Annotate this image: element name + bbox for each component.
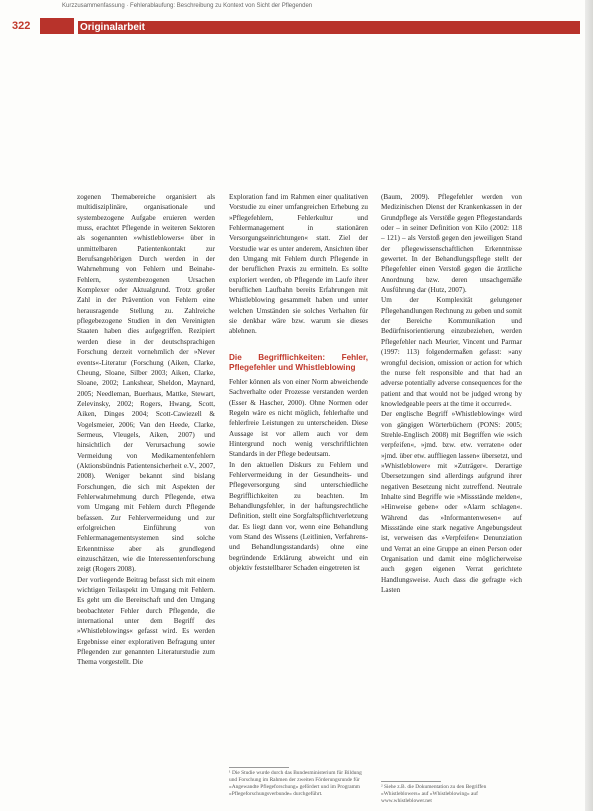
column-right — [381, 192, 522, 595]
page-edge — [585, 0, 593, 811]
footnote-1: ¹ Die Studie wurde durch das Bundesministerium für Bildung und Forschung im Rahmen der zweiten Förderungsrunde für »Angewandte Pflegeforschung« gefördert und im Programm »Pflegeforschungsverbunde« durchgeführt. — [229, 770, 362, 797]
page-number: 322 — [12, 20, 31, 32]
body-paragraph: In den aktuellen Diskurs zu Fehlern und Fehlervermeidung in der Gesundheits- und Pflegeversorgung sind unterschiedliche Begrifflichkeiten zu beachten. Im Behandlungsfehler, in der haftungsrechtliche Definition, stellt eine Sorgfaltspflichtverletzung dar. Es liegt dann vor, wenn eine Behandlung vom Stand des Wissens (Leitlinien, Verfahrens- und Behandlungsstandards) ohne eine begründende Erklärung abweicht und ein objektiv feststellbarer Schaden eingetreten ist — [229, 460, 368, 572]
body-paragraph: zogenen Themabereiche organisiert als multidisziplinäre, organisationale und systembezogene Aufgabe eruieren werden muss, erachtet Pflegende in weiteren Sektoren als sogenannten »whistleblowers« über in unmittelbaren Patientenkontakt zur Berufsangehörigen Durch werden in der Wahrnehmung von Fehlern und Beinahe-Fehlern, systembezogenen Ursachen Komplexer oder Aktualgrund. Trotz großer Zahl in der Prävention von Fehlern eine herausragende Stellung zu. Zahlreiche pflegebezogene Studien in den Vereinigten Staaten haben dies aufgegriffen. Rezipiert werden diese in der deutschsprachigen Forschung derzeit vornehmlich der »Never events«-Literatur (Forschung (Aiken, Clarke, Cheung, Sloane, Silber 2003; Aiken, Clarke, Sloane, 2002; Lankshear, Sheldon, Maynard, 2005; Needleman, Buerhaus, Mattke, Stewart, Zelevinsky, 2002; Rogers, Hwang, Scott, Aiken, Dinges 2004; Scott-Cawiezell & Vogelsmeier, 2006; Van den Heede, Clarke, Sermeus, Vleugels, Aiken, 2007) und hinsichtlich der Verursachung sowie Vermeidung von Medikamentenfehlern (Aktionsbündnis Patientensicherheit e.V., 2007, 2008). Weniger bekannt sind bislang Forschungen, die sich mit Aspekten der Fehlerwahrnehmung durch Pflegende, etwa vom Umgang mit Fehlern durch Pflegende befassen. Zur Fehlervermeidung und zur erfolgreichen Einführung von Fehlermanagementsystemen sind solche Erkenntnisse aber als grundlegend einzuschätzen, wie die Interessentenforschung zeigt (Rogers 2008). — [77, 193, 215, 574]
body-paragraph: Der vorliegende Beitrag befasst sich mit einem wichtigen Teilaspekt im Umgang mit Fehlern. Es geht um die Bereitschaft und den Umgang beobachteter Fehler durch Pflegende, die international unter dem Begriff des »Whistleblowings« gefasst wird. Es werden Ergebnisse einer explorativen Befragung unter Pflegenden zur genannten Literaturstudie zum Thema vorgestellt. Die — [77, 575, 215, 667]
section-heading: Die Begrifflichkeiten: Fehler, Pflegefehler und Whistleblowing — [229, 352, 368, 372]
body-paragraph: Fehler können als von einer Norm abweichende Sachverhalte oder Prozesse verstanden werden (Esser & Hascher, 2000). Ohne Normen oder Regeln wäre es nicht möglich, fehlerhafte und fehlerfreie Leistungen zu unterscheiden. Diese Aussage ist vor allem auch vor dem Hintergrund noch wenig verschriftlichten Standards in der Pflege bedeutsam. — [229, 377, 368, 459]
footnote-2: ² Siehe z.B. die Dokumentation zu den Begriffen »Whistleblowers« auf »Whistleblowing« auf www.whistleblower.net — [381, 784, 487, 804]
body-paragraph: Exploration fand im Rahmen einer qualitativen Vorstudie zu einer umfangreichen Erhebung zu »Pflegefehlern, Fehlerkultur und Fehlermanagement in stationären Versorgungseinrichtungen« statt. Ziel der Vorstudie war es unter anderem, Ansichten über den Umgang mit Fehlern durch Pflegende in der beruflichen Praxis zu ermitteln. Es sollte exploriert werden, ob Pflegende im Laufe ihrer beruflichen Laufbahn bereits Erfahrungen mit Whistleblowing gesammelt haben und unter welchen Umständen sie solches Verhalten für sie denkbar wäre bzw. warum sie dieses ablehnen. — [229, 193, 368, 336]
body-paragraph: Der englische Begriff »Whistleblowing« wird von gängigen Wörterbüchern (PONS: 2005; Strehle-Englisch 2008) mit Begriffen wie »sich verpfeifen«, »jmd. bzw. etw. verraten« oder »jmd. über etw. auffliegen lassen« übersetzt, und »Whistleblower« mit »Zuträger«. Derartige Übersetzungen sind allerdings aufgrund ihrer negativen Besetzung nicht zutreffend. Neutrale Inhalte sind Begriffe wie »Missstände melden«, »Hinweise geben« oder »Alarm schlagen«. Während das »Informantenwesen« auf Missstände eine stark negative Angebungsdeut ist, verweisen das »Verpfeifen« Denunziation und Verrat an eine Gruppe an einen Person oder Organisation und damit eine möglicherweise auch gegen eigenen Verrat gerichtete Handlungsweise. Auch dass die gefragte »ich Lasten — [381, 410, 522, 595]
section-color-bar — [40, 18, 74, 34]
body-paragraph: Um der Komplexität gelungener Pflegehandlungen Rechnung zu geben und somit der Bereiche Kommunikation und Bedürfnisorientierung einzubeziehen, werden Pflegefehler nach Meurier, Vincent und Parmar (1997: 113) folgendermaßen gefasst: »any wrongful decision, omission or action for which the nurse felt responsible and that had an adverse potentially adverse consequences for the patient and that would not be judged wrong by knowledgeable peers at the time it occurred«. — [381, 296, 522, 408]
body-paragraph: (Baum, 2009). Pflegefehler werden von Medizinischen Dienst der Krankenkassen in der Grundpflege als Verstöße gegen Pflegestandards oder – in seiner Definition von Kilo (2002: 118 – 121) – als Verstoß gegen den jeweiligen Stand der pflegewissenschaftlichen Erkenntnisse gewertet. In der Behandlungspflege stellt der Pflegefehler einen Verstoß gegen die ärztliche Anordnung bzw. deren unsachgemäße Ausführung dar (Hutz, 2007). — [381, 193, 522, 295]
footnote-rule — [381, 781, 441, 782]
section-label: Originalarbeit — [78, 21, 580, 34]
footnote-rule — [229, 767, 289, 768]
running-head: Kurzzusammenfassung · Fehlerablaufung: Beschreibung zu Kontext von Sicht der Pflegenden — [62, 3, 313, 9]
column-middle — [229, 192, 368, 573]
column-left — [77, 192, 215, 668]
